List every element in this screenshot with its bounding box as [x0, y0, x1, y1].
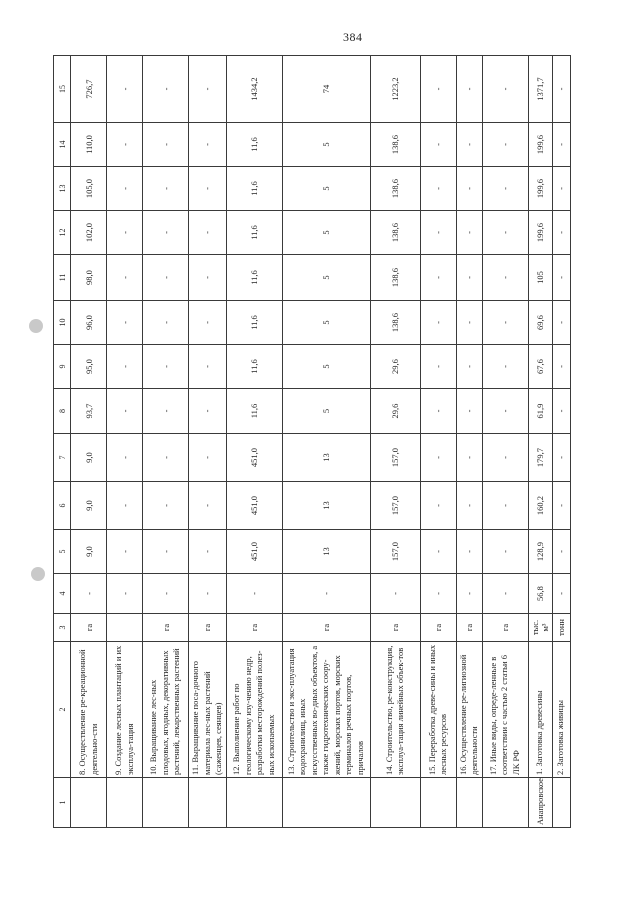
value-cell: - [143, 482, 189, 530]
value-cell: 13 [282, 434, 370, 482]
value-cell: 11,6 [226, 301, 282, 345]
value-cell: - [107, 211, 143, 255]
value-cell: - [420, 167, 456, 211]
value-cell: 74 [282, 56, 370, 123]
value-cell: - [552, 389, 570, 434]
table-body [71, 56, 571, 828]
value-cell: - [482, 434, 528, 482]
value-cell: - [143, 434, 189, 482]
value-cell: 199,6 [528, 211, 552, 255]
activity-name-cell: 17. Иные виды, опреде-ленные в соответствии с частью 2 статьи 6 ЛК РФ [482, 642, 528, 778]
value-cell: 199,6 [528, 123, 552, 167]
value-cell: 110,0 [71, 123, 107, 167]
value-cell: 29,6 [370, 345, 420, 389]
value-cell: - [226, 574, 282, 614]
value-cell: 102,0 [71, 211, 107, 255]
value-cell: 157,0 [370, 530, 420, 574]
value-cell: - [482, 167, 528, 211]
unit-cell: га [189, 614, 227, 642]
value-cell: 98,0 [71, 255, 107, 301]
column-header-7: 7 [54, 434, 71, 482]
column-header-15: 15 [54, 56, 71, 123]
value-cell: 1371,7 [528, 56, 552, 123]
column-header-10: 10 [54, 301, 71, 345]
column-header-8: 8 [54, 389, 71, 434]
table-row [552, 56, 570, 828]
unit-cell: га [71, 614, 107, 642]
value-cell: - [189, 211, 227, 255]
value-cell: - [143, 123, 189, 167]
value-cell: 138,6 [370, 301, 420, 345]
value-cell: - [552, 167, 570, 211]
value-cell: 5 [282, 123, 370, 167]
value-cell: - [552, 123, 570, 167]
value-cell: - [552, 255, 570, 301]
value-cell: - [420, 255, 456, 301]
value-cell: - [482, 123, 528, 167]
value-cell: - [456, 434, 482, 482]
value-cell: - [107, 389, 143, 434]
region-cell-empty [282, 778, 370, 828]
value-cell: 96,0 [71, 301, 107, 345]
value-cell: - [482, 574, 528, 614]
value-cell: - [107, 56, 143, 123]
value-cell: - [420, 482, 456, 530]
value-cell: - [189, 255, 227, 301]
value-cell: 451,0 [226, 434, 282, 482]
value-cell: 726,7 [71, 56, 107, 123]
punch-hole-top [29, 319, 43, 333]
value-cell: 56,8 [528, 574, 552, 614]
value-cell: - [189, 167, 227, 211]
value-cell: - [456, 167, 482, 211]
value-cell: - [552, 345, 570, 389]
region-cell-empty [143, 778, 189, 828]
table-row [189, 56, 227, 828]
region-cell-empty [552, 778, 570, 828]
column-header-1: 1 [54, 778, 71, 828]
value-cell: - [107, 301, 143, 345]
value-cell: 9,0 [71, 482, 107, 530]
value-cell: 69,6 [528, 301, 552, 345]
region-cell-empty [189, 778, 227, 828]
value-cell: 5 [282, 167, 370, 211]
table-row [226, 56, 282, 828]
unit-cell: га [143, 614, 189, 642]
value-cell: - [456, 530, 482, 574]
table-row [482, 56, 528, 828]
value-cell: - [143, 301, 189, 345]
value-cell: 157,0 [370, 434, 420, 482]
value-cell: - [189, 482, 227, 530]
value-cell: 11,6 [226, 211, 282, 255]
table-row [282, 56, 370, 828]
value-cell: - [456, 56, 482, 123]
value-cell: - [552, 301, 570, 345]
value-cell: - [456, 255, 482, 301]
value-cell: 157,0 [370, 482, 420, 530]
value-cell: - [420, 434, 456, 482]
value-cell: 61,9 [528, 389, 552, 434]
region-cell: Анапровское [528, 778, 552, 828]
value-cell: - [189, 434, 227, 482]
value-cell: - [107, 530, 143, 574]
page-number: 384 [343, 30, 363, 44]
region-cell-empty [107, 778, 143, 828]
column-header-4: 4 [54, 574, 71, 614]
value-cell: - [107, 123, 143, 167]
value-cell: - [420, 574, 456, 614]
value-cell: - [370, 574, 420, 614]
value-cell: - [420, 301, 456, 345]
value-cell: 11,6 [226, 167, 282, 211]
unit-cell: га [226, 614, 282, 642]
value-cell: 128,9 [528, 530, 552, 574]
unit-cell: га [456, 614, 482, 642]
value-cell: - [420, 345, 456, 389]
table-row [107, 56, 143, 828]
region-cell-empty [71, 778, 107, 828]
value-cell: - [456, 123, 482, 167]
unit-cell: га [370, 614, 420, 642]
value-cell: 11,6 [226, 389, 282, 434]
value-cell: 138,6 [370, 211, 420, 255]
value-cell: - [456, 211, 482, 255]
table-row [528, 56, 552, 828]
forest-use-table [53, 55, 571, 828]
value-cell: 105,0 [71, 167, 107, 211]
value-cell: - [107, 434, 143, 482]
value-cell: - [482, 301, 528, 345]
value-cell: 160,2 [528, 482, 552, 530]
value-cell: 451,0 [226, 530, 282, 574]
value-cell: - [482, 345, 528, 389]
value-cell: 1434,2 [226, 56, 282, 123]
value-cell: 9,0 [71, 530, 107, 574]
value-cell: - [420, 56, 456, 123]
value-cell: 5 [282, 255, 370, 301]
value-cell: - [189, 574, 227, 614]
value-cell: 138,6 [370, 255, 420, 301]
value-cell: - [482, 255, 528, 301]
value-cell: - [143, 530, 189, 574]
value-cell: 199,6 [528, 167, 552, 211]
value-cell: 1223,2 [370, 56, 420, 123]
value-cell: - [482, 56, 528, 123]
activity-name-cell: 10. Выращивание лес-ных плодовых, ягодных, декоративных растений, лекарственных растений [143, 642, 189, 778]
value-cell: - [107, 482, 143, 530]
value-cell: 13 [282, 530, 370, 574]
activity-name-cell: 14. Строительство, ре-конструкция, эксплуа-тация линейных объек-тов [370, 642, 420, 778]
value-cell: - [189, 123, 227, 167]
value-cell: - [552, 574, 570, 614]
value-cell: - [482, 211, 528, 255]
table-row [143, 56, 189, 828]
value-cell: - [143, 255, 189, 301]
value-cell: - [552, 530, 570, 574]
value-cell: 67,6 [528, 345, 552, 389]
value-cell: - [552, 56, 570, 123]
value-cell: 138,6 [370, 167, 420, 211]
column-header-6: 6 [54, 482, 71, 530]
activity-name-cell: 15. Переработка древе-сины и иных лесных ресурсов [420, 642, 456, 778]
activity-name-cell: 2. Заготовка живицы [552, 642, 570, 778]
value-cell: - [107, 574, 143, 614]
region-cell-empty [370, 778, 420, 828]
value-cell: 29,6 [370, 389, 420, 434]
value-cell: 451,0 [226, 482, 282, 530]
column-header-3: 3 [54, 614, 71, 642]
value-cell: - [107, 255, 143, 301]
value-cell: - [143, 167, 189, 211]
region-cell-empty [482, 778, 528, 828]
table-row [420, 56, 456, 828]
region-cell-empty [226, 778, 282, 828]
activity-name-cell: 13. Строительство и экс-плуатация водохранилищ, иных искусственных во-дных объектов, а также гидротехнических соору-жений, морских портов, морских терминалов речных портов, причалов [282, 642, 370, 778]
value-cell: - [482, 530, 528, 574]
column-header-12: 12 [54, 211, 71, 255]
value-cell: 9,0 [71, 434, 107, 482]
value-cell: 179,7 [528, 434, 552, 482]
value-cell: - [143, 56, 189, 123]
value-cell: - [143, 211, 189, 255]
value-cell: - [420, 530, 456, 574]
table-row [456, 56, 482, 828]
column-header-13: 13 [54, 167, 71, 211]
value-cell: - [420, 211, 456, 255]
value-cell: - [143, 389, 189, 434]
header-row [54, 56, 71, 828]
value-cell: 11,6 [226, 345, 282, 389]
unit-cell: га [282, 614, 370, 642]
value-cell: - [282, 574, 370, 614]
value-cell: - [189, 530, 227, 574]
column-header-11: 11 [54, 255, 71, 301]
value-cell: - [482, 482, 528, 530]
column-header-2: 2 [54, 642, 71, 778]
unit-cell: тонн [552, 614, 570, 642]
unit-cell: га [420, 614, 456, 642]
value-cell: 95,0 [71, 345, 107, 389]
column-header-5: 5 [54, 530, 71, 574]
value-cell: - [552, 482, 570, 530]
value-cell: - [107, 345, 143, 389]
activity-name-cell: 1. Заготовка древесины [528, 642, 552, 778]
value-cell: 5 [282, 211, 370, 255]
value-cell: - [482, 389, 528, 434]
value-cell: - [456, 389, 482, 434]
region-cell-empty [420, 778, 456, 828]
value-cell: - [71, 574, 107, 614]
punch-hole-bottom [31, 567, 45, 581]
value-cell: - [189, 345, 227, 389]
value-cell: 93,7 [71, 389, 107, 434]
value-cell: 13 [282, 482, 370, 530]
value-cell: - [552, 211, 570, 255]
activity-name-cell: 16. Осуществление ре-лигиозной деятельности [456, 642, 482, 778]
table-row [370, 56, 420, 828]
activity-name-cell: 12. Выполнение работ по геологическому изу-чению недр, разработки месторождений полез-ных ископаемых [226, 642, 282, 778]
value-cell: 138,6 [370, 123, 420, 167]
value-cell: - [143, 345, 189, 389]
value-cell: 11,6 [226, 255, 282, 301]
value-cell: - [456, 574, 482, 614]
value-cell: 5 [282, 301, 370, 345]
value-cell: - [189, 56, 227, 123]
activity-name-cell: 9. Создание лесных плантаций и их эксплуа-тация [107, 642, 143, 778]
unit-cell [107, 614, 143, 642]
activity-name-cell: 11. Выращивание поса-дочного материала лес-ных растений (саженцев, сеянцев) [189, 642, 227, 778]
value-cell: - [420, 389, 456, 434]
table-row [71, 56, 107, 828]
value-cell: - [456, 345, 482, 389]
value-cell: 11,6 [226, 123, 282, 167]
region-cell-empty [456, 778, 482, 828]
activity-name-cell: 8. Осуществление ре-креационной деятельно-сти [71, 642, 107, 778]
value-cell: 5 [282, 345, 370, 389]
value-cell: - [189, 301, 227, 345]
column-header-14: 14 [54, 123, 71, 167]
value-cell: - [143, 574, 189, 614]
value-cell: - [189, 389, 227, 434]
rotated-table-container [53, 56, 624, 828]
unit-cell: тыс. м³ [528, 614, 552, 642]
value-cell: - [552, 434, 570, 482]
value-cell: - [107, 167, 143, 211]
value-cell: - [420, 123, 456, 167]
value-cell: 105 [528, 255, 552, 301]
unit-cell: га [482, 614, 528, 642]
value-cell: - [456, 482, 482, 530]
value-cell: 5 [282, 389, 370, 434]
column-header-9: 9 [54, 345, 71, 389]
value-cell: - [456, 301, 482, 345]
